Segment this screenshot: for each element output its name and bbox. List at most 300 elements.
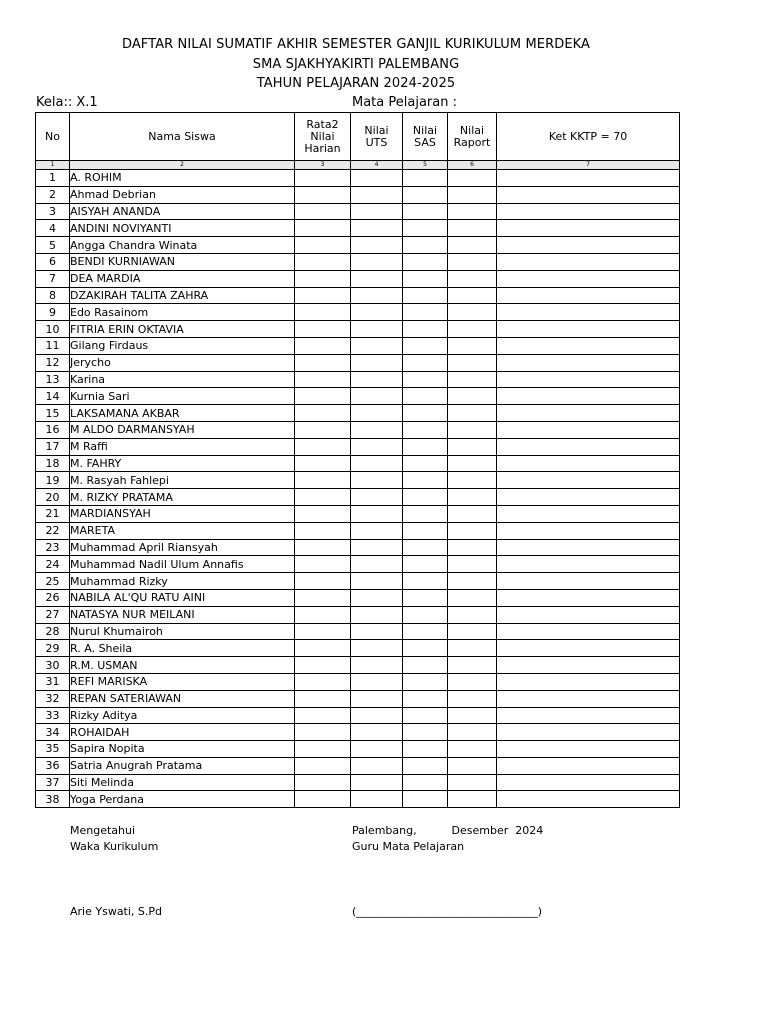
row-no: 21 (36, 505, 70, 522)
row-raport-cell (448, 791, 497, 808)
row-raport-cell (448, 556, 497, 573)
row-name: Siti Melinda (70, 774, 295, 791)
row-ket-cell (497, 186, 680, 203)
row-rata2-cell (295, 270, 351, 287)
row-uts-cell (351, 405, 403, 422)
row-uts-cell (351, 186, 403, 203)
row-no: 33 (36, 707, 70, 724)
row-name: R.M. USMAN (70, 657, 295, 674)
index-cell: 4 (351, 161, 403, 170)
footer-signature-line: (_________________________________) (352, 905, 543, 918)
row-uts-cell (351, 438, 403, 455)
row-raport-cell (448, 741, 497, 758)
row-name: Angga Chandra Winata (70, 237, 295, 254)
col-uts-l2: UTS (365, 135, 388, 149)
row-uts-cell (351, 556, 403, 573)
row-sas-cell (403, 405, 448, 422)
row-ket-cell (497, 304, 680, 321)
row-rata2-cell (295, 287, 351, 304)
row-sas-cell (403, 774, 448, 791)
row-rata2-cell (295, 589, 351, 606)
row-uts-cell (351, 505, 403, 522)
table-row (36, 505, 680, 522)
table-row (36, 304, 680, 321)
row-raport-cell (448, 774, 497, 791)
col-nama: Nama Siswa (70, 113, 295, 161)
row-sas-cell (403, 220, 448, 237)
row-ket-cell (497, 724, 680, 741)
row-ket-cell (497, 321, 680, 338)
row-rata2-cell (295, 757, 351, 774)
table-row (36, 539, 680, 556)
row-no: 26 (36, 589, 70, 606)
row-ket-cell (497, 522, 680, 539)
row-sas-cell (403, 438, 448, 455)
row-sas-cell (403, 606, 448, 623)
row-uts-cell (351, 371, 403, 388)
table-row (36, 438, 680, 455)
row-rata2-cell (295, 774, 351, 791)
row-no: 35 (36, 741, 70, 758)
row-name: R. A. Sheila (70, 640, 295, 657)
table-row (36, 741, 680, 758)
footer-signer: Arie Yswati, S.Pd (70, 905, 163, 918)
col-rata2 (295, 113, 351, 161)
row-name: M. RIZKY PRATAMA (70, 489, 295, 506)
row-name: M. Rasyah Fahlepi (70, 472, 295, 489)
row-rata2-cell (295, 170, 351, 187)
row-no: 2 (36, 186, 70, 203)
table-row (36, 623, 680, 640)
row-rata2-cell (295, 522, 351, 539)
table-row (36, 657, 680, 674)
row-name: Karina (70, 371, 295, 388)
row-sas-cell (403, 623, 448, 640)
row-no: 18 (36, 455, 70, 472)
row-ket-cell (497, 489, 680, 506)
row-raport-cell (448, 589, 497, 606)
index-cell: 6 (448, 161, 497, 170)
row-raport-cell (448, 657, 497, 674)
col-uts (351, 113, 403, 161)
row-name: MARETA (70, 522, 295, 539)
column-index-row (36, 161, 680, 170)
grades-table (35, 112, 680, 808)
row-sas-cell (403, 270, 448, 287)
row-sas-cell (403, 287, 448, 304)
row-uts-cell (351, 472, 403, 489)
row-rata2-cell (295, 539, 351, 556)
row-raport-cell (448, 539, 497, 556)
subject-label: Mata Pelajaran : (352, 95, 457, 110)
row-no: 20 (36, 489, 70, 506)
table-row (36, 405, 680, 422)
row-sas-cell (403, 657, 448, 674)
row-raport-cell (448, 270, 497, 287)
row-name: FITRIA ERIN OKTAVIA (70, 321, 295, 338)
footer-waka: Waka Kurikulum (70, 840, 159, 853)
row-no: 30 (36, 657, 70, 674)
table-row (36, 371, 680, 388)
row-uts-cell (351, 421, 403, 438)
table-row (36, 724, 680, 741)
table-row (36, 573, 680, 590)
row-uts-cell (351, 270, 403, 287)
row-ket-cell (497, 657, 680, 674)
row-raport-cell (448, 673, 497, 690)
row-sas-cell (403, 556, 448, 573)
student-rows (36, 170, 680, 808)
footer-guru: Guru Mata Pelajaran (352, 840, 465, 853)
row-uts-cell (351, 304, 403, 321)
row-name: Rizky Aditya (70, 707, 295, 724)
row-no: 8 (36, 287, 70, 304)
row-raport-cell (448, 287, 497, 304)
row-uts-cell (351, 657, 403, 674)
row-name: Satria Anugrah Pratama (70, 757, 295, 774)
row-no: 28 (36, 623, 70, 640)
col-raport-l2: Raport (453, 135, 491, 149)
row-no: 23 (36, 539, 70, 556)
row-no: 25 (36, 573, 70, 590)
row-rata2-cell (295, 253, 351, 270)
table-row (36, 421, 680, 438)
row-ket-cell (497, 371, 680, 388)
row-uts-cell (351, 673, 403, 690)
table-row (36, 220, 680, 237)
row-no: 11 (36, 337, 70, 354)
row-name: Jerycho (70, 354, 295, 371)
row-sas-cell (403, 724, 448, 741)
row-name: Yoga Perdana (70, 791, 295, 808)
row-uts-cell (351, 573, 403, 590)
row-uts-cell (351, 606, 403, 623)
table-row (36, 791, 680, 808)
row-name: NATASYA NUR MEILANI (70, 606, 295, 623)
row-name: AISYAH ANANDA (70, 203, 295, 220)
row-no: 29 (36, 640, 70, 657)
row-ket-cell (497, 455, 680, 472)
row-name: A. ROHIM (70, 170, 295, 187)
row-rata2-cell (295, 186, 351, 203)
table-row (36, 253, 680, 270)
col-sas-l2: SAS (414, 135, 436, 149)
row-ket-cell (497, 237, 680, 254)
doc-title-line1: DAFTAR NILAI SUMATIF AKHIR SEMESTER GANJIL KURIKULUM MERDEKA (121, 37, 591, 52)
row-name: M Raffi (70, 438, 295, 455)
row-ket-cell (497, 741, 680, 758)
row-raport-cell (448, 573, 497, 590)
row-raport-cell (448, 472, 497, 489)
row-rata2-cell (295, 203, 351, 220)
row-raport-cell (448, 354, 497, 371)
row-name: MARDIANSYAH (70, 505, 295, 522)
table-row (36, 186, 680, 203)
row-ket-cell (497, 589, 680, 606)
col-sas (403, 113, 448, 161)
row-rata2-cell (295, 741, 351, 758)
row-no: 10 (36, 321, 70, 338)
table-row (36, 673, 680, 690)
row-name: Nurul Khumairoh (70, 623, 295, 640)
row-no: 3 (36, 203, 70, 220)
row-raport-cell (448, 522, 497, 539)
row-uts-cell (351, 170, 403, 187)
row-raport-cell (448, 220, 497, 237)
row-rata2-cell (295, 321, 351, 338)
row-raport-cell (448, 405, 497, 422)
row-uts-cell (351, 237, 403, 254)
row-no: 24 (36, 556, 70, 573)
col-no: No (36, 113, 70, 161)
row-sas-cell (403, 371, 448, 388)
row-raport-cell (448, 606, 497, 623)
table-row (36, 337, 680, 354)
row-no: 4 (36, 220, 70, 237)
row-raport-cell (448, 505, 497, 522)
table-row (36, 757, 680, 774)
row-uts-cell (351, 589, 403, 606)
footer-mengetahui: Mengetahui (70, 824, 136, 837)
row-sas-cell (403, 170, 448, 187)
row-rata2-cell (295, 489, 351, 506)
row-name: ROHAIDAH (70, 724, 295, 741)
row-name: BENDI KURNIAWAN (70, 253, 295, 270)
table-row (36, 774, 680, 791)
row-uts-cell (351, 522, 403, 539)
row-no: 17 (36, 438, 70, 455)
col-rata2-l2: Nilai (310, 129, 335, 143)
row-rata2-cell (295, 573, 351, 590)
row-raport-cell (448, 707, 497, 724)
table-row (36, 321, 680, 338)
row-ket-cell (497, 673, 680, 690)
row-no: 9 (36, 304, 70, 321)
row-uts-cell (351, 220, 403, 237)
index-cell: 5 (403, 161, 448, 170)
col-raport (448, 113, 497, 161)
row-uts-cell (351, 640, 403, 657)
row-uts-cell (351, 539, 403, 556)
row-sas-cell (403, 304, 448, 321)
row-rata2-cell (295, 337, 351, 354)
row-ket-cell (497, 556, 680, 573)
row-rata2-cell (295, 220, 351, 237)
table-row (36, 690, 680, 707)
table-row (36, 640, 680, 657)
row-name: LAKSAMANA AKBAR (70, 405, 295, 422)
row-name: Ahmad Debrian (70, 186, 295, 203)
row-rata2-cell (295, 405, 351, 422)
table-row (36, 203, 680, 220)
row-raport-cell (448, 724, 497, 741)
row-name: ANDINI NOVIYANTI (70, 220, 295, 237)
row-rata2-cell (295, 724, 351, 741)
row-raport-cell (448, 438, 497, 455)
col-rata2-l1: Rata2 (306, 117, 339, 131)
row-raport-cell (448, 304, 497, 321)
row-sas-cell (403, 186, 448, 203)
row-rata2-cell (295, 657, 351, 674)
row-raport-cell (448, 690, 497, 707)
class-label: Kela:: X.1 (36, 95, 98, 110)
school-name: SMA SJAKHYAKIRTI PALEMBANG (252, 57, 460, 72)
table-row (36, 589, 680, 606)
table-row (36, 472, 680, 489)
table-row (36, 170, 680, 187)
row-name: Sapira Nopita (70, 741, 295, 758)
row-ket-cell (497, 623, 680, 640)
row-name: Edo Rasainom (70, 304, 295, 321)
row-rata2-cell (295, 690, 351, 707)
row-name: Kurnia Sari (70, 388, 295, 405)
row-no: 38 (36, 791, 70, 808)
footer-place-date: Palembang, Desember 2024 (352, 824, 544, 837)
row-uts-cell (351, 321, 403, 338)
row-raport-cell (448, 170, 497, 187)
row-ket-cell (497, 774, 680, 791)
row-rata2-cell (295, 455, 351, 472)
row-ket-cell (497, 270, 680, 287)
row-no: 22 (36, 522, 70, 539)
row-uts-cell (351, 253, 403, 270)
row-ket-cell (497, 640, 680, 657)
row-ket-cell (497, 472, 680, 489)
col-raport-l1: Nilai (459, 123, 485, 137)
row-sas-cell (403, 388, 448, 405)
row-uts-cell (351, 690, 403, 707)
row-no: 7 (36, 270, 70, 287)
row-sas-cell (403, 741, 448, 758)
row-uts-cell (351, 337, 403, 354)
row-uts-cell (351, 791, 403, 808)
row-name: Muhammad Nadil Ulum Annafis (70, 556, 295, 573)
row-rata2-cell (295, 421, 351, 438)
row-no: 15 (36, 405, 70, 422)
row-rata2-cell (295, 505, 351, 522)
row-name: Muhammad Rizky (70, 573, 295, 590)
row-no: 14 (36, 388, 70, 405)
row-name: DEA MARDIA (70, 270, 295, 287)
table-row (36, 707, 680, 724)
index-cell: 7 (497, 161, 680, 170)
row-raport-cell (448, 640, 497, 657)
row-sas-cell (403, 337, 448, 354)
row-ket-cell (497, 203, 680, 220)
row-raport-cell (448, 371, 497, 388)
row-no: 19 (36, 472, 70, 489)
row-rata2-cell (295, 371, 351, 388)
row-sas-cell (403, 354, 448, 371)
row-rata2-cell (295, 707, 351, 724)
row-sas-cell (403, 707, 448, 724)
row-sas-cell (403, 673, 448, 690)
row-ket-cell (497, 707, 680, 724)
row-rata2-cell (295, 237, 351, 254)
table-row (36, 270, 680, 287)
col-sas-l1: Nilai (412, 123, 438, 137)
row-sas-cell (403, 489, 448, 506)
row-raport-cell (448, 337, 497, 354)
row-sas-cell (403, 539, 448, 556)
row-name: Gilang Firdaus (70, 337, 295, 354)
row-raport-cell (448, 237, 497, 254)
row-raport-cell (448, 388, 497, 405)
row-no: 12 (36, 354, 70, 371)
row-uts-cell (351, 724, 403, 741)
row-name: M ALDO DARMANSYAH (70, 421, 295, 438)
row-rata2-cell (295, 438, 351, 455)
row-name: REFI MARISKA (70, 673, 295, 690)
row-uts-cell (351, 388, 403, 405)
row-ket-cell (497, 573, 680, 590)
academic-year: TAHUN PELAJARAN 2024-2025 (256, 76, 456, 91)
row-sas-cell (403, 253, 448, 270)
row-rata2-cell (295, 623, 351, 640)
row-no: 27 (36, 606, 70, 623)
row-sas-cell (403, 237, 448, 254)
row-ket-cell (497, 791, 680, 808)
row-ket-cell (497, 421, 680, 438)
row-rata2-cell (295, 606, 351, 623)
row-no: 36 (36, 757, 70, 774)
row-sas-cell (403, 757, 448, 774)
row-uts-cell (351, 455, 403, 472)
row-ket-cell (497, 405, 680, 422)
col-rata2-l3: Harian (304, 141, 341, 155)
row-uts-cell (351, 354, 403, 371)
row-uts-cell (351, 741, 403, 758)
row-raport-cell (448, 421, 497, 438)
row-ket-cell (497, 438, 680, 455)
row-name: NABILA AL'QU RATU AINI (70, 589, 295, 606)
row-ket-cell (497, 354, 680, 371)
row-sas-cell (403, 472, 448, 489)
row-ket-cell (497, 287, 680, 304)
row-name: DZAKIRAH TALITA ZAHRA (70, 287, 295, 304)
row-ket-cell (497, 505, 680, 522)
row-no: 5 (36, 237, 70, 254)
row-rata2-cell (295, 354, 351, 371)
row-rata2-cell (295, 388, 351, 405)
row-raport-cell (448, 455, 497, 472)
row-rata2-cell (295, 791, 351, 808)
row-no: 13 (36, 371, 70, 388)
table-row (36, 606, 680, 623)
row-sas-cell (403, 640, 448, 657)
row-sas-cell (403, 573, 448, 590)
row-ket-cell (497, 170, 680, 187)
row-uts-cell (351, 774, 403, 791)
row-raport-cell (448, 186, 497, 203)
row-sas-cell (403, 690, 448, 707)
table-row (36, 388, 680, 405)
row-no: 32 (36, 690, 70, 707)
row-sas-cell (403, 522, 448, 539)
row-sas-cell (403, 321, 448, 338)
row-ket-cell (497, 757, 680, 774)
row-ket-cell (497, 220, 680, 237)
table-row (36, 455, 680, 472)
row-ket-cell (497, 690, 680, 707)
row-name: M. FAHRY (70, 455, 295, 472)
row-rata2-cell (295, 640, 351, 657)
row-no: 6 (36, 253, 70, 270)
row-raport-cell (448, 203, 497, 220)
row-ket-cell (497, 388, 680, 405)
row-ket-cell (497, 253, 680, 270)
row-uts-cell (351, 707, 403, 724)
